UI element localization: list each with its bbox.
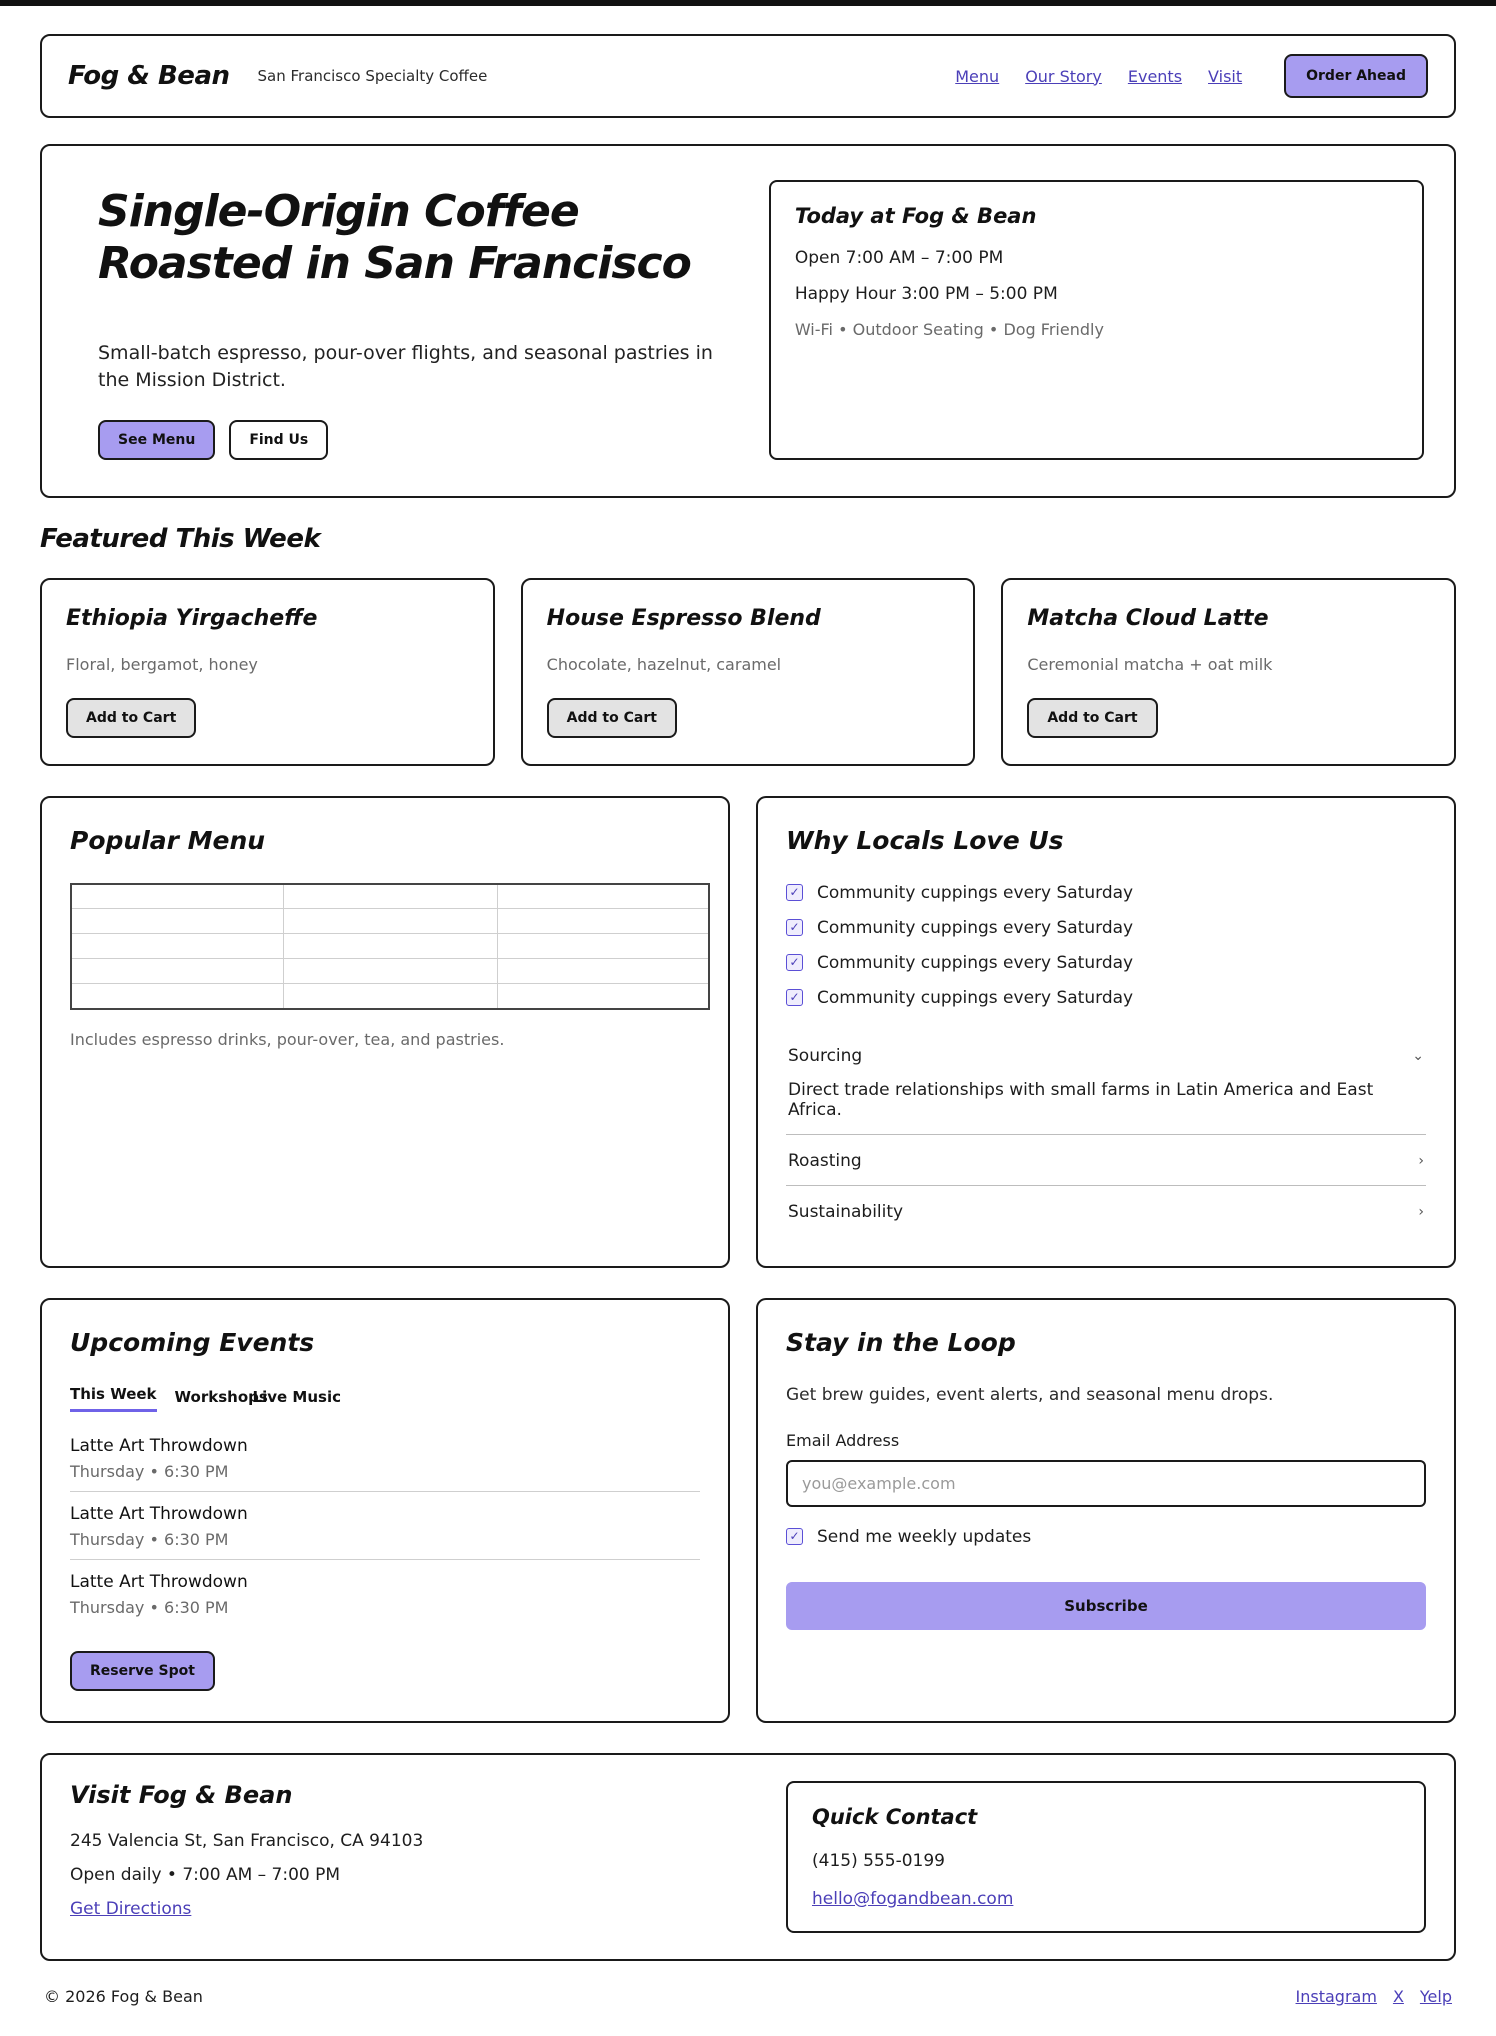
nav-item-menu[interactable]: Menu — [955, 66, 1000, 86]
events-title: Upcoming Events — [70, 1327, 315, 1357]
hero-actions — [98, 420, 743, 460]
menu-table — [70, 883, 710, 1010]
page-title — [98, 186, 743, 290]
benefit-item[interactable] — [786, 953, 1426, 973]
product-card[interactable] — [521, 578, 976, 766]
order-ahead-button[interactable]: Order Ahead — [1284, 54, 1428, 98]
social-link-x[interactable]: X — [1392, 1986, 1404, 2006]
accordion-body: Direct trade relationships with small farms in Latin America and East Africa. — [788, 1079, 1374, 1120]
product-card[interactable] — [1001, 578, 1456, 766]
menu-and-locals-row — [40, 796, 1456, 1268]
benefit-label: Community cuppings every Saturday — [817, 882, 1134, 903]
contact-phone: (415) 555-0199 — [812, 1850, 945, 1871]
subscribe-button[interactable]: Subscribe — [786, 1582, 1426, 1630]
event-name: Latte Art Throwdown — [70, 1503, 248, 1524]
event-name: Latte Art Throwdown — [70, 1571, 248, 1592]
quick-contact-card — [786, 1781, 1426, 1933]
newsletter-panel — [756, 1298, 1456, 1723]
accordion-label: Sustainability — [788, 1201, 904, 1222]
event-name: Latte Art Throwdown — [70, 1435, 248, 1456]
hero-title-line2: Roasted in San Francisco — [98, 237, 691, 289]
today-happy-hour: Happy Hour 3:00 PM – 5:00 PM — [794, 284, 1058, 304]
today-card-title: Today at Fog & Bean — [794, 204, 1037, 228]
brand-tagline: San Francisco Specialty Coffee — [257, 67, 488, 85]
product-notes: Floral, bergamot, honey — [66, 654, 258, 674]
visit-hours: Open daily • 7:00 AM – 7:00 PM — [70, 1864, 341, 1885]
accordion-item-roasting[interactable] — [786, 1134, 1426, 1185]
hero-section — [40, 144, 1456, 498]
accordion-item-sustainability[interactable] — [786, 1185, 1426, 1236]
main-nav — [955, 54, 1428, 98]
accordion-label: Roasting — [788, 1150, 862, 1171]
why-locals-panel — [756, 796, 1456, 1268]
event-item[interactable] — [70, 1572, 700, 1627]
event-meta: Thursday • 6:30 PM — [70, 1461, 229, 1481]
benefit-item[interactable] — [786, 883, 1426, 903]
hero-title-line1: Single-Origin Coffee — [98, 186, 579, 237]
why-locals-title: Why Locals Love Us — [786, 825, 1064, 855]
featured-section-title: Featured This Week — [40, 523, 321, 554]
event-meta: Thursday • 6:30 PM — [70, 1529, 229, 1549]
visit-address: 245 Valencia St, San Francisco, CA 94103 — [70, 1830, 424, 1851]
product-name: House Espresso Blend — [546, 605, 821, 631]
social-links — [1296, 1987, 1452, 2006]
check-icon[interactable]: ✓ — [786, 1528, 803, 1545]
events-and-newsletter-row — [40, 1298, 1456, 1723]
event-item[interactable] — [70, 1436, 700, 1492]
weekly-updates-label: Send me weekly updates — [817, 1526, 1032, 1547]
weekly-updates-checkbox-row[interactable] — [786, 1527, 1426, 1547]
social-link-yelp[interactable]: Yelp — [1419, 1986, 1452, 2006]
product-notes: Chocolate, hazelnut, caramel — [546, 654, 782, 674]
benefit-label: Community cuppings every Saturday — [817, 952, 1134, 973]
menu-note: Includes espresso drinks, pour-over, tea, and pastries. — [70, 1029, 505, 1049]
info-accordion — [786, 1030, 1426, 1236]
table-row — [71, 909, 709, 934]
check-icon: ✓ — [786, 884, 803, 901]
check-icon: ✓ — [786, 919, 803, 936]
social-link-instagram[interactable]: Instagram — [1295, 1986, 1377, 2006]
benefit-label: Community cuppings every Saturday — [817, 917, 1134, 938]
chevron-right-icon[interactable]: › — [1418, 1152, 1424, 1169]
nav-item-visit[interactable]: Visit — [1208, 66, 1243, 86]
visit-info — [70, 1781, 760, 1933]
add-to-cart-button[interactable]: Add to Cart — [1027, 698, 1157, 738]
add-to-cart-button[interactable]: Add to Cart — [66, 698, 196, 738]
tab-this-week[interactable]: This Week — [70, 1385, 157, 1412]
benefit-item[interactable] — [786, 918, 1426, 938]
site-header — [40, 34, 1456, 118]
product-name: Ethiopia Yirgacheffe — [66, 605, 318, 631]
visit-title: Visit Fog & Bean — [70, 1780, 293, 1809]
visit-section — [40, 1753, 1456, 1961]
product-name: Matcha Cloud Latte — [1027, 605, 1269, 631]
table-row — [71, 959, 709, 984]
events-tabs — [70, 1385, 700, 1412]
nav-item-our-story[interactable]: Our Story — [1025, 66, 1102, 86]
contact-email-link[interactable]: hello@fogandbean.com — [812, 1888, 1014, 1909]
event-item[interactable] — [70, 1504, 700, 1560]
table-row — [71, 934, 709, 959]
today-hours: Open 7:00 AM – 7:00 PM — [794, 248, 1004, 268]
popular-menu-panel — [40, 796, 730, 1268]
tab-workshops[interactable]: Workshops — [174, 1388, 268, 1406]
hero-subtitle: Small-batch espresso, pour-over flights, and seasonal pastries in the Mission District. — [98, 341, 713, 391]
today-amenities: Wi-Fi • Outdoor Seating • Dog Friendly — [794, 320, 1104, 339]
tab-live-music[interactable]: Live Music — [252, 1387, 341, 1406]
check-icon: ✓ — [786, 954, 803, 971]
table-row — [71, 984, 709, 1009]
see-menu-button[interactable]: See Menu — [98, 420, 215, 460]
email-field-label: Email Address — [786, 1430, 900, 1450]
chevron-right-icon[interactable]: › — [1418, 1203, 1424, 1220]
add-to-cart-button[interactable]: Add to Cart — [547, 698, 677, 738]
nav-item-events[interactable]: Events — [1127, 66, 1183, 86]
copyright-text: © 2026 Fog & Bean — [44, 1986, 203, 2006]
newsletter-title: Stay in the Loop — [786, 1327, 1016, 1357]
featured-cards — [40, 578, 1456, 766]
get-directions-link[interactable]: Get Directions — [70, 1898, 192, 1919]
benefit-item[interactable] — [786, 988, 1426, 1008]
hero-copy — [72, 180, 743, 460]
product-notes: Ceremonial matcha + oat milk — [1027, 654, 1273, 674]
email-field[interactable] — [786, 1460, 1426, 1507]
newsletter-subtitle: Get brew guides, event alerts, and seasonal menu drops. — [786, 1384, 1274, 1405]
reserve-spot-button[interactable]: Reserve Spot — [70, 1651, 215, 1691]
event-meta: Thursday • 6:30 PM — [70, 1597, 229, 1617]
accordion-item-sourcing[interactable] — [786, 1030, 1426, 1134]
today-card — [769, 180, 1424, 460]
find-us-button[interactable]: Find Us — [229, 420, 328, 460]
benefit-label: Community cuppings every Saturday — [817, 987, 1134, 1008]
chevron-down-icon[interactable]: ⌄ — [1412, 1047, 1424, 1064]
table-row — [71, 884, 709, 909]
events-panel — [40, 1298, 730, 1723]
check-icon: ✓ — [786, 989, 803, 1006]
brand-logo[interactable]: Fog & Bean — [68, 61, 230, 91]
popular-menu-title: Popular Menu — [70, 825, 266, 855]
site-footer — [40, 1987, 1456, 2036]
quick-contact-title: Quick Contact — [812, 1804, 978, 1829]
accordion-label: Sourcing — [788, 1045, 863, 1066]
product-card[interactable] — [40, 578, 495, 766]
